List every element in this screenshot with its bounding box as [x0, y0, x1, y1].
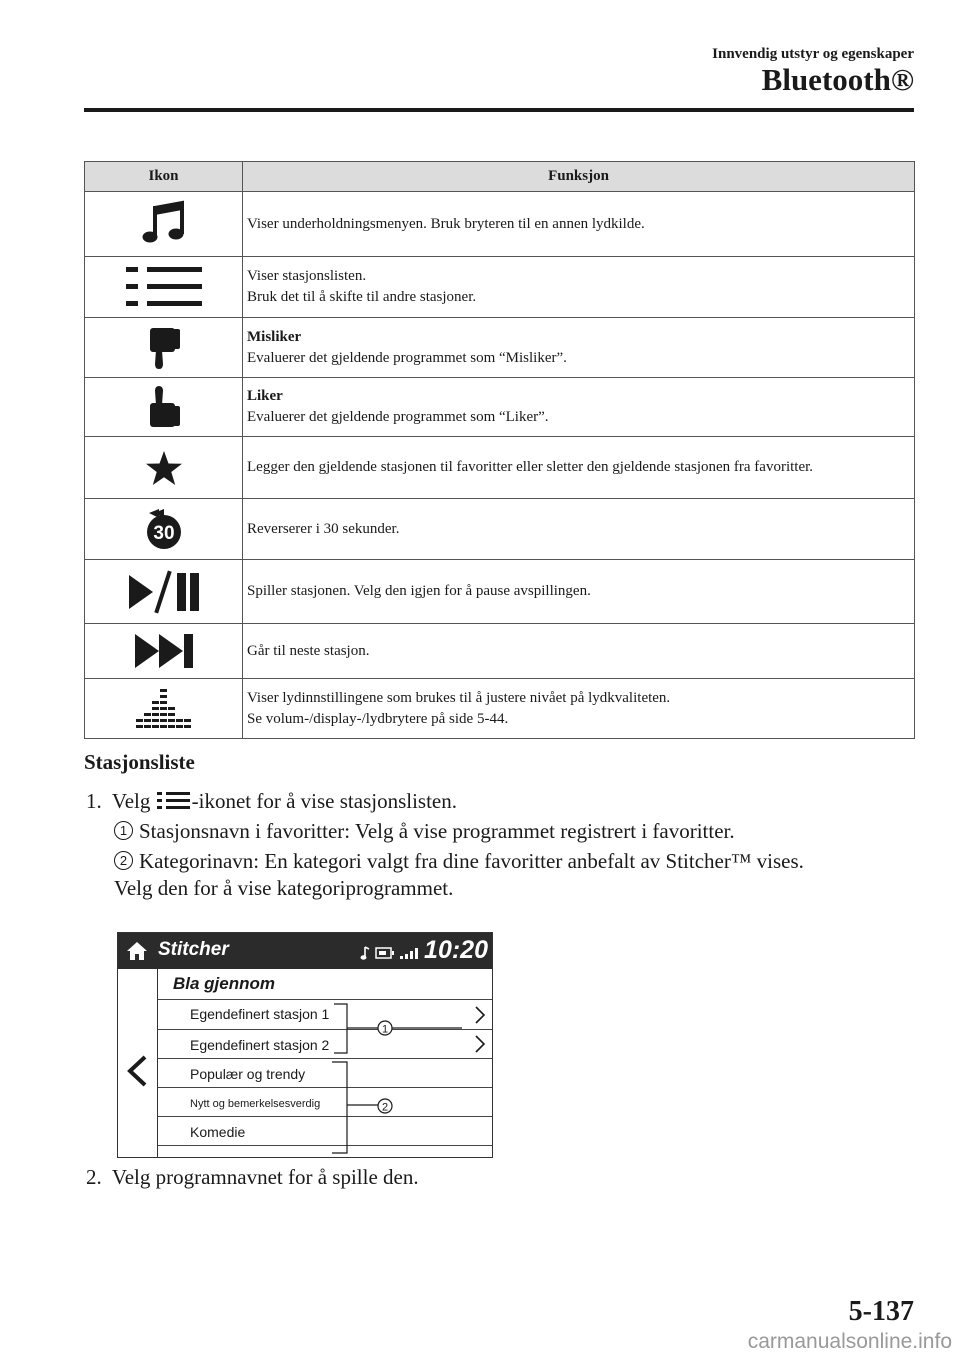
row-text: Spiller stasjonen. Velg den igjen for å pause avspillingen.	[247, 583, 591, 599]
browse-title: Bla gjennom	[173, 974, 276, 993]
row-text: Evaluerer det gjeldende programmet som “Misliker”.	[247, 349, 567, 366]
thumbs-down-icon	[85, 318, 243, 378]
step-1-text-after: -ikonet for å vise stasjonslisten.	[191, 789, 457, 813]
row-text: Reverserer i 30 sekunder.	[247, 520, 400, 537]
step-2-number: 2.	[86, 1165, 102, 1189]
note-2-text: Kategorinavn: En kategori valgt fra dine favoritter anbefalt av Stitcher™ vises.	[139, 849, 804, 873]
step-1-number: 1.	[86, 789, 102, 813]
callout-label-2: 2	[381, 1101, 389, 1114]
column-header-icon: Ikon	[85, 162, 243, 192]
equalizer-icon	[85, 679, 243, 739]
table-row	[85, 318, 915, 378]
row-text-2: Se volum-/display-/lydbrytere på side 5-44.	[247, 710, 509, 727]
watermark: carmanualsonline.info	[747, 1330, 952, 1353]
step-1	[86, 789, 457, 814]
note-2-continued: Velg den for å vise kategoriprogrammet.	[114, 876, 454, 900]
table-row	[85, 257, 915, 318]
row-title: Misliker	[247, 328, 302, 345]
header-rule	[84, 108, 914, 112]
note-2	[114, 849, 804, 874]
row-text: Viser underholdningsmenyen. Bruk bryteren til en annen lydkilde.	[247, 215, 645, 232]
thumbs-up-icon	[85, 378, 243, 437]
music-note-icon	[85, 192, 243, 257]
table-header-row	[85, 162, 915, 192]
callout-number-1: 1	[114, 821, 133, 840]
table-row	[85, 192, 915, 257]
clock-time: 10:20	[424, 936, 488, 964]
station-list-icon	[85, 257, 243, 318]
row-title: Liker	[247, 388, 283, 404]
row-text: Viser lydinnstillingene som brukes til å justere nivået på lydkvaliteten.	[247, 689, 671, 706]
callout-label-1: 1	[381, 1023, 389, 1036]
callout-number-2: 2	[114, 851, 133, 870]
star-icon	[85, 437, 243, 499]
icon-function-table	[84, 161, 915, 739]
table-row	[85, 679, 915, 739]
list-item[interactable]: Populær og trendy	[190, 1066, 306, 1082]
table-row	[85, 624, 915, 679]
stitcher-screen	[117, 932, 493, 1158]
column-header-function: Funksjon	[243, 162, 915, 192]
step-1-text-before: Velg	[111, 789, 151, 813]
row-text-2: Bruk det til å skifte til andre stasjoner.	[247, 289, 477, 305]
play-pause-icon	[85, 560, 243, 624]
table-row	[85, 378, 915, 437]
callout-brackets	[118, 933, 494, 1159]
step-2	[86, 1165, 419, 1190]
rewind-30-label: 30	[152, 523, 175, 544]
row-text: Viser stasjonslisten.	[247, 268, 367, 284]
table-row	[85, 560, 915, 624]
station-list-icon	[157, 791, 191, 810]
page-title: Bluetooth®	[761, 62, 914, 97]
note-1-text: Stasjonsnavn i favoritter: Velg å vise programmet registrert i favoritter.	[139, 819, 735, 843]
app-name: Stitcher	[158, 939, 229, 960]
list-item[interactable]: Komedie	[190, 1124, 246, 1140]
row-text: Legger den gjeldende stasjonen til favoritter eller sletter den gjeldende stasjonen fra favoritter.	[247, 459, 814, 475]
section-heading: Stasjonsliste	[84, 750, 195, 774]
table-row	[85, 437, 915, 499]
list-item[interactable]: Egendefinert stasjon 2	[190, 1037, 330, 1053]
note-1	[114, 819, 735, 844]
rewind-30-icon	[85, 499, 243, 560]
section-header: Innvendig utstyr og egenskaper	[712, 46, 914, 62]
table-row	[85, 499, 915, 560]
skip-next-icon	[85, 624, 243, 679]
page-number: 5-137	[848, 1296, 914, 1327]
step-2-text: Velg programnavnet for å spille den.	[111, 1165, 419, 1189]
list-item[interactable]: Nytt og bemerkelsesverdig	[190, 1098, 321, 1110]
row-text: Går til neste stasjon.	[247, 642, 370, 659]
list-item[interactable]: Egendefinert stasjon 1	[190, 1006, 330, 1022]
row-text: Evaluerer det gjeldende programmet som “Liker”.	[247, 409, 549, 425]
